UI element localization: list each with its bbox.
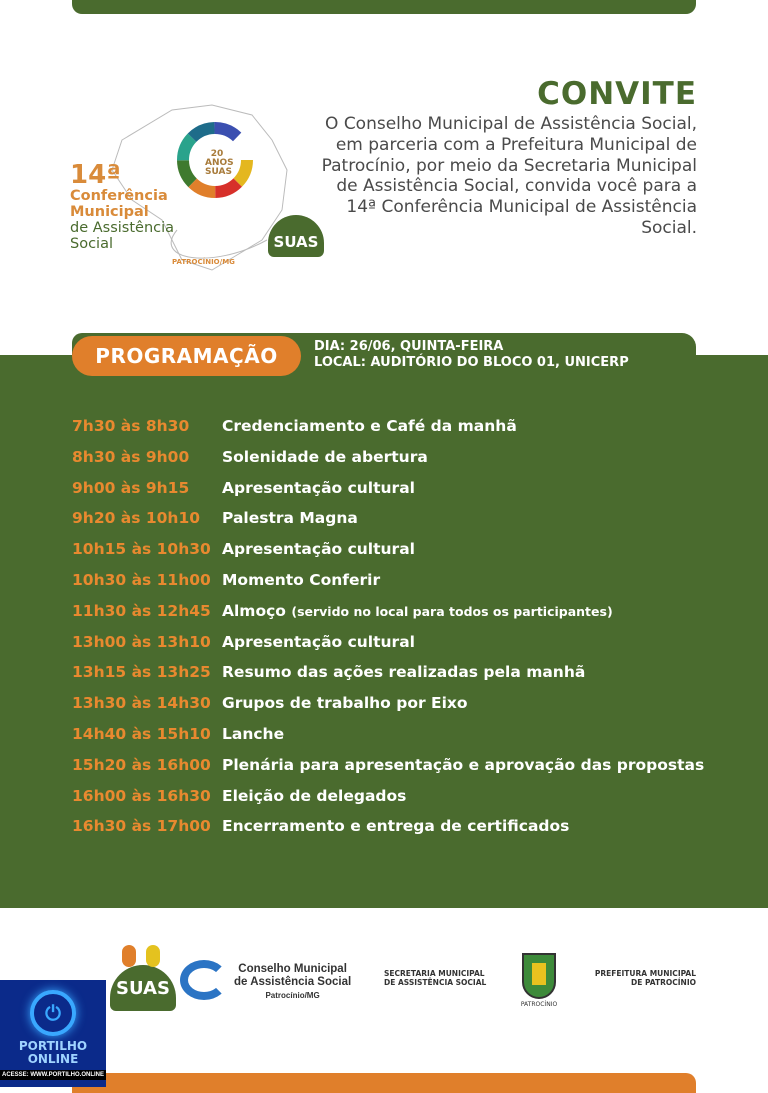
schedule-activity: Eleição de delegados — [222, 786, 407, 805]
schedule-time: 13h00 às 13h10 — [72, 632, 211, 651]
schedule-activity: Grupos de trabalho por Eixo — [222, 694, 468, 713]
suas-logo: SUAS — [268, 215, 324, 257]
convite-text: O Conselho Municipal de Assistência Social, em parceria com a Prefeitura Municipal de Patrocínio, por meio da Secretaria Municipal de Assistência Social, convida você para a 14ª Conferência Municipal de Assistência Social. — [321, 114, 697, 238]
badge-text: 20 ANOS SUAS — [205, 149, 234, 177]
schedule-activity: Momento Conferir — [222, 571, 381, 589]
schedule-time: 14h40 às 15h10 — [72, 725, 211, 743]
programacao-pill: PROGRAMAÇÃO — [72, 336, 301, 376]
cmas-hand-icon — [180, 960, 228, 1000]
schedule-activity: Lanche — [222, 725, 285, 743]
schedule-row — [72, 756, 704, 774]
schedule-row — [72, 725, 284, 743]
schedule-row — [72, 787, 406, 805]
schedule-row — [72, 417, 517, 435]
schedule-time: 13h15 às 13h25 — [72, 663, 211, 682]
convite-title: CONVITE — [537, 76, 697, 112]
schedule-time: 11h30 às 12h45 — [72, 601, 211, 620]
schedule-time: 10h30 às 11h00 — [72, 571, 211, 589]
logo-line4: Social — [70, 236, 113, 252]
schedule-activity: Palestra Magna — [222, 509, 358, 528]
logo-line1: Conferência — [70, 188, 168, 204]
schedule-row — [72, 448, 428, 466]
schedule-row — [72, 509, 358, 527]
person-icon — [122, 945, 136, 967]
logo-line2: Municipal — [70, 204, 149, 220]
schedule-row — [72, 663, 585, 681]
schedule-activity: Almoço — [222, 601, 286, 620]
schedule-row — [72, 540, 415, 558]
schedule-time: 15h20 às 16h00 — [72, 755, 211, 774]
event-date: DIA: 26/06, QUINTA-FEIRA — [314, 339, 504, 354]
schedule-row — [72, 817, 569, 835]
schedule-row — [72, 479, 415, 497]
schedule-row — [72, 602, 613, 620]
footer-suas-logo: SUAS — [110, 945, 176, 1011]
logo-number: 14ª — [70, 160, 121, 190]
schedule-row — [72, 633, 415, 651]
schedule-time: 8h30 às 9h00 — [72, 447, 190, 466]
event-location: LOCAL: AUDITÓRIO DO BLOCO 01, UNICERP — [314, 355, 629, 370]
prefeitura-text: PREFEITURA MUNICIPAL DE PATROCÍNIO — [594, 969, 696, 987]
power-icon: ⏻ — [30, 990, 76, 1036]
schedule-activity: Apresentação cultural — [222, 478, 415, 497]
logo-line3: de Assistência — [70, 220, 175, 236]
schedule-activity: Credenciamento e Café da manhã — [222, 417, 517, 435]
logo-place: PATROCÍNIO/MG — [172, 258, 235, 266]
schedule-time: 16h30 às 17h00 — [72, 817, 211, 836]
secretaria-text: SECRETARIA MUNICIPAL DE ASSISTÊNCIA SOCIAL — [384, 969, 487, 987]
schedule-time: 13h30 às 14h30 — [72, 694, 211, 713]
schedule-row — [72, 694, 468, 712]
schedule-activity: Encerramento e entrega de certificados — [222, 817, 570, 836]
portilho-watermark[interactable]: ⏻ PORTILHO ONLINE ACESSE: WWW.PORTILHO.ONLINE — [0, 980, 106, 1087]
schedule-time: 9h00 às 9h15 — [72, 478, 190, 497]
schedule-time: 7h30 às 8h30 — [72, 417, 190, 435]
schedule-activity: Resumo das ações realizadas pela manhã — [222, 663, 586, 682]
schedule-time: 10h15 às 10h30 — [72, 540, 211, 559]
top-green-bar — [72, 0, 696, 14]
cmas-logo-text: Conselho Municipal de Assistência Social Patrocínio/MG — [234, 963, 352, 1000]
schedule-activity: Solenidade de abertura — [222, 447, 428, 466]
schedule-activity: Apresentação cultural — [222, 632, 415, 651]
event-info — [314, 339, 629, 371]
schedule-time: 16h00 às 16h30 — [72, 786, 211, 805]
conference-logo — [62, 100, 342, 280]
schedule-note: (servido no local para todos os participantes) — [291, 603, 613, 619]
bottom-orange-bar — [72, 1073, 696, 1093]
schedule-row — [72, 571, 380, 589]
patrocinio-coat-of-arms: PATROCÍNIO — [518, 945, 560, 1015]
schedule-activity: Plenária para apresentação e aprovação das propostas — [222, 755, 705, 774]
schedule-activity: Apresentação cultural — [222, 540, 415, 559]
person-icon — [146, 945, 160, 967]
schedule-time: 9h20 às 10h10 — [72, 509, 201, 528]
